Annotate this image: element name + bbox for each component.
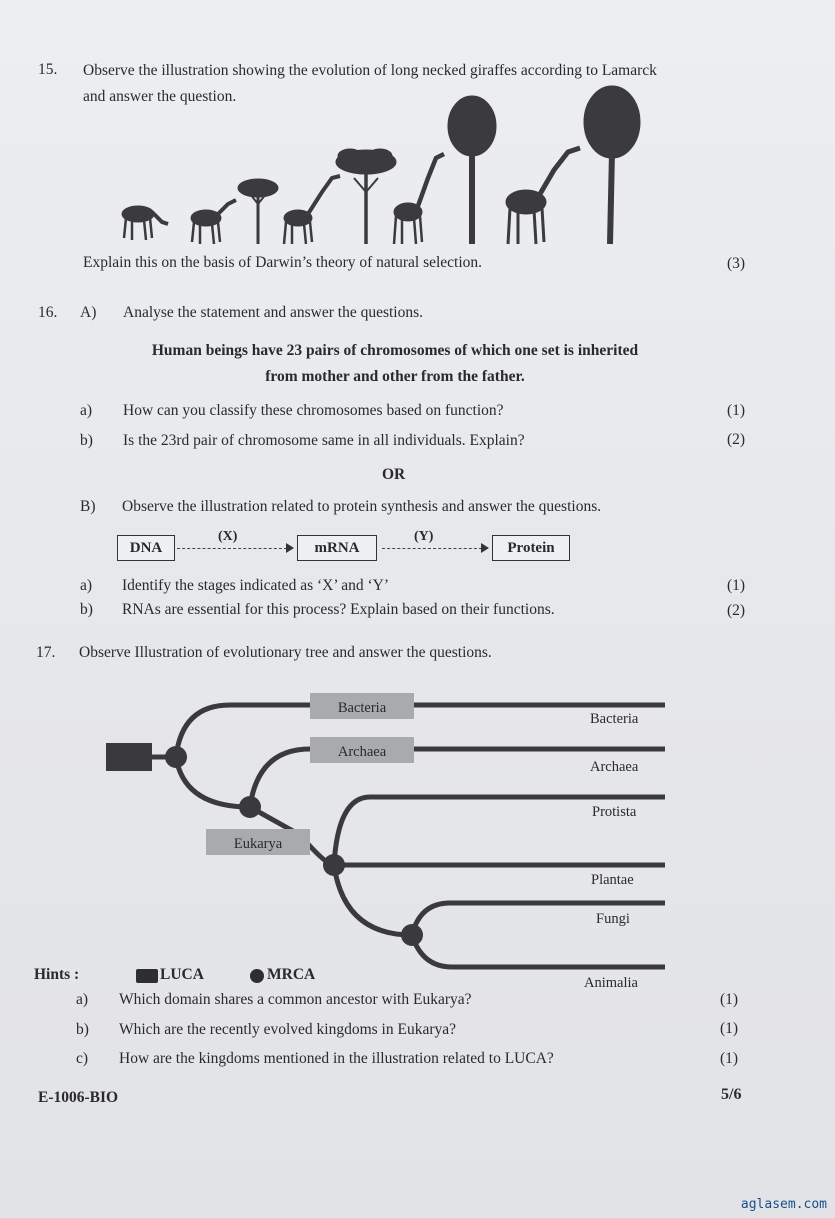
q16-a-text: How can you classify these chromosomes based on function? xyxy=(123,402,504,419)
luca-node xyxy=(106,743,152,771)
q16-ba-label: a) xyxy=(80,577,93,594)
q17-number: 17. xyxy=(36,644,56,661)
q16-bb-marks: (2) xyxy=(727,602,746,619)
domain-label-archaea: Archaea xyxy=(337,744,387,760)
q17-b-text: Which are the recently evolved kingdoms in Eukarya? xyxy=(119,1021,456,1038)
leaf-label-archaea: Archaea xyxy=(590,759,639,775)
q16-statement-line2: from mother and other from the father. xyxy=(265,368,525,385)
q17-b-label: b) xyxy=(76,1021,89,1038)
flow-label-y: (Y) xyxy=(414,529,434,544)
tree-3 xyxy=(448,96,496,244)
domain-label-eukarya: Eukarya xyxy=(233,836,283,852)
domain-label-bacteria: Bacteria xyxy=(337,700,387,716)
q16-partB-prompt: Observe the illustration related to protein synthesis and answer the questions. xyxy=(122,498,602,515)
q15-number: 15. xyxy=(38,61,58,78)
giraffe-4 xyxy=(394,154,444,244)
flow-arrow-y xyxy=(382,548,482,549)
q15-explain: Explain this on the basis of Darwin’s theory of natural selection. xyxy=(83,254,483,271)
q17-c-label: c) xyxy=(76,1050,89,1067)
footer-page: 5/6 xyxy=(721,1086,742,1103)
q16-ba-marks: (1) xyxy=(727,577,746,594)
hint-luca: LUCA xyxy=(160,966,204,983)
hint-mrca: MRCA xyxy=(267,966,316,983)
q16-b-text: Is the 23rd pair of chromosome same in all individuals. Explain? xyxy=(123,432,525,449)
flow-protein-box: Protein xyxy=(492,535,570,561)
leaf-label-protista: Protista xyxy=(592,804,637,820)
leaf-label-fungi: Fungi xyxy=(596,911,630,927)
luca-legend-square xyxy=(136,969,158,983)
q16-statement-line1: Human beings have 23 pairs of chromosomes of which one set is inherited xyxy=(151,342,639,359)
mrca-legend-circle xyxy=(250,969,264,983)
flow-dna-box: DNA xyxy=(117,535,175,561)
q15-marks: (3) xyxy=(727,255,746,272)
q16-a-marks: (1) xyxy=(727,402,746,419)
giraffe-3 xyxy=(284,176,340,244)
flow-arrowhead-x xyxy=(286,543,294,553)
flow-mrna-box: mRNA xyxy=(297,535,377,561)
q16-partA-label: A) xyxy=(80,304,97,321)
q16-ba-text: Identify the stages indicated as ‘X’ and ‘Y’ xyxy=(122,577,389,594)
giraffe-illustration xyxy=(110,82,650,252)
q16-partA-prompt: Analyse the statement and answer the questions. xyxy=(123,304,424,321)
leaf-label-animalia: Animalia xyxy=(584,975,638,991)
mrca-node-root xyxy=(165,746,187,768)
q16-number: 16. xyxy=(38,304,58,321)
q17-a-marks: (1) xyxy=(720,991,739,1008)
leaf-label-bacteria: Bacteria xyxy=(590,711,639,727)
hints-label: Hints : xyxy=(34,966,80,983)
mrca-node-fungi-animalia xyxy=(401,924,423,946)
q17-a-text: Which domain shares a common ancestor with Eukarya? xyxy=(119,991,472,1008)
q15-prompt-line2: and answer the question. xyxy=(83,88,237,105)
tree-4 xyxy=(584,86,640,244)
q17-prompt: Observe Illustration of evolutionary tree and answer the questions. xyxy=(79,644,492,661)
q16-b-marks: (2) xyxy=(727,431,746,448)
q16-bb-label: b) xyxy=(80,601,93,618)
watermark-credit: aglasem.com xyxy=(740,1197,827,1212)
q16-b-label: b) xyxy=(80,432,93,449)
giraffe-2 xyxy=(191,200,236,244)
tree-1 xyxy=(238,179,278,244)
q17-c-marks: (1) xyxy=(720,1050,739,1067)
flow-arrowhead-y xyxy=(481,543,489,553)
q16-a-label: a) xyxy=(80,402,93,419)
giraffe-1 xyxy=(122,206,168,240)
footer-code: E-1006-BIO xyxy=(38,1089,119,1106)
tree-2 xyxy=(336,149,396,244)
q15-prompt-line1: Observe the illustration showing the evolution of long necked giraffes according to Lamarck xyxy=(83,62,657,79)
q17-c-text: How are the kingdoms mentioned in the illustration related to LUCA? xyxy=(119,1050,554,1067)
mrca-node-eukarya xyxy=(323,854,345,876)
q16-bb-text: RNAs are essential for this process? Explain based on their functions. xyxy=(122,601,555,618)
q17-b-marks: (1) xyxy=(720,1020,739,1037)
q16-or: OR xyxy=(382,466,406,483)
evolutionary-tree xyxy=(100,685,680,995)
flow-label-x: (X) xyxy=(218,529,238,544)
giraffe-5 xyxy=(506,148,580,244)
q17-a-label: a) xyxy=(76,991,89,1008)
mrca-node-archaea-eukarya xyxy=(239,796,261,818)
leaf-label-plantae: Plantae xyxy=(591,872,634,888)
q16-partB-label: B) xyxy=(80,498,96,515)
flow-arrow-x xyxy=(177,548,287,549)
